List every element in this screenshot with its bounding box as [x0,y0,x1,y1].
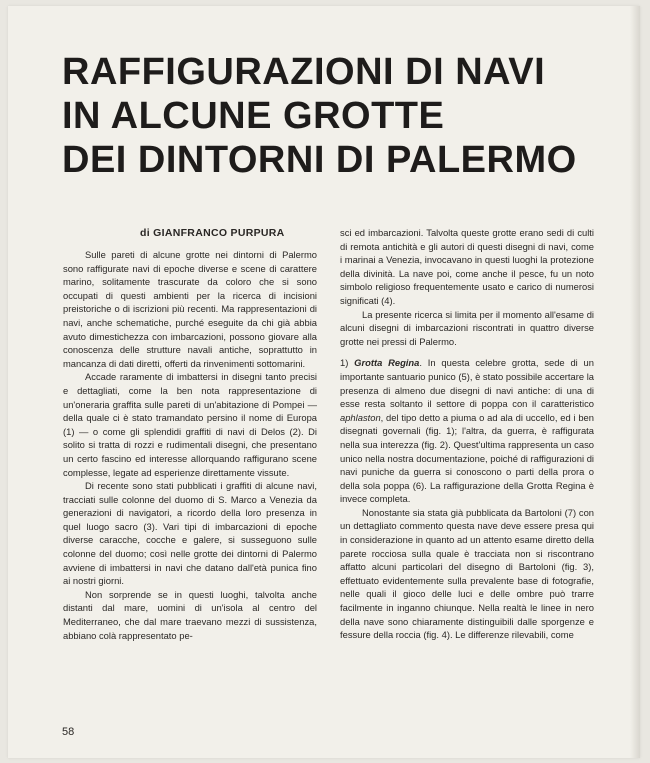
author-byline: di GIANFRANCO PURPURA [140,227,285,239]
article-title [62,50,632,182]
section-number: 1) [340,357,349,369]
paragraph: Sulle pareti di alcune grotte nei dintorni di Palermo sono raffigurate navi di epoche diverse e scene di carattere marino, solitamente trascurate da coloro che si sono occupati di questi ambienti per la ricerca di incisioni preistoriche o di iscrizioni più recenti. Ma rappresentazioni di navi, anche schematiche, purché eseguite da chi già abbia avuto dimestichezza con imbarcazioni, possono giovare alla conoscenza delle strutture navali antiche, soprattutto in mancanza di dati diretti, offerti da rinvenimenti sottomarini. [63,249,317,369]
page-number: 58 [62,726,75,738]
paragraph-text: , del tipo detto a piuma o ad ala di uccello, ed i ben disegnati governali (fig. 1); l'altra, da guerra, è raffigurata nella sua interezza (fig. 2). Quest'ultima rappresenta un caso unico nella nostra documentazione, poiché di raffigurazioni di navi puniche da guerra si conoscono o parti della prora o della sola poppa (6). La raffigurazione della Grotta Regina è invece completa. [340,411,594,505]
paragraph: sci ed imbarcazioni. Talvolta queste grotte erano sedi di culti di remota antichità e gli autori di questi disegni di navi, come i marinai a Venezia, invocavano in questi luoghi la protezione della divinità. La nave poi, come anche il pesce, fu un noto simbolo religioso frequentemente usato e carico di numerosi significati (4). [340,227,594,306]
left-column [63,248,317,642]
section-heading: Grotta Regina [354,357,420,369]
paragraph: Accade raramente di imbattersi in disegni tanto precisi e dettagliati, come la ben nota rappresentazione di un'oneraria graffita sulle pareti di un'abitazione di Pompei — della quale ci è stato tramandato persino il nome di Europa (1) — o come gli splendidi graffiti di navi di Delos (2). Di solito si tratta di rozzi e rudimentali disegni, che presentano un certo fascino ed interesse allorquando raffigurano scene complesse, legate ad esperienze direttamente vissute. [63,371,317,478]
title-line-2: IN ALCUNE GROTTE [62,95,445,137]
title-line-3: DEI DINTORNI DI PALERMO [62,139,577,181]
page-sheet [8,6,640,758]
right-column [340,226,594,642]
italic-term: aphlaston [340,411,381,423]
paragraph: La presente ricerca si limita per il momento all'esame di alcuni disegni di imbarcazioni riscontrati in quattro diverse grotte nei pressi di Palermo. [340,308,594,347]
paragraph: Di recente sono stati pubblicati i graffiti di alcune navi, tracciati sulle colonne del duomo di S. Marco a Venezia da generazioni di navigatori, a ricordo della loro presenza in quel luogo sacro (3). Vari tipi di imbarcazioni di epoche diverse caracche, cocche e galere, si susseguono sulle colonne del duomo; così nelle grotte dei dintorni di Palermo avviene di imbattersi in navi che datano dall'età punica fino ai nostri giorni. [63,480,317,587]
paragraph: Nonostante sia stata già pubblicata da Bartoloni (7) con un dettagliato commento questa nave deve essere presa qui in considerazione in quanto ad un attento esame diretto della parete rocciosa sulla quale è tracciata non si riscontrano affatto alcuni particolari del disegno di Bartoloni (fig. 3), effettuato evidentemente sulla prevalente base di fotografie, nelle quali il gioco delle luci e delle ombre può trarre facilmente in inganno chiunque. Nella realtà le linee in nero della nave sono chiaramente distinguibili dalle sporgenze e fessure della roccia (fig. 4). Le differenze rilevabili, come [340,506,594,641]
section-paragraph [340,356,594,506]
paragraph-text: . In questa celebre grotta, sede di un importante santuario punico (5), è stato possibile accertare la presenza di almeno due disegni di navi antiche: di una di esse resta soltanto il settore di poppa con il caratteristico [340,357,594,410]
title-line-1: RAFFIGURAZIONI DI NAVI [62,51,546,93]
paragraph: Non sorprende se in questi luoghi, talvolta anche distanti dal mare, uomini di un'isola al centro del Mediterraneo, che dal mare traevano mezzi di sussistenza, abbiano colà rappresentato pe- [63,588,317,641]
